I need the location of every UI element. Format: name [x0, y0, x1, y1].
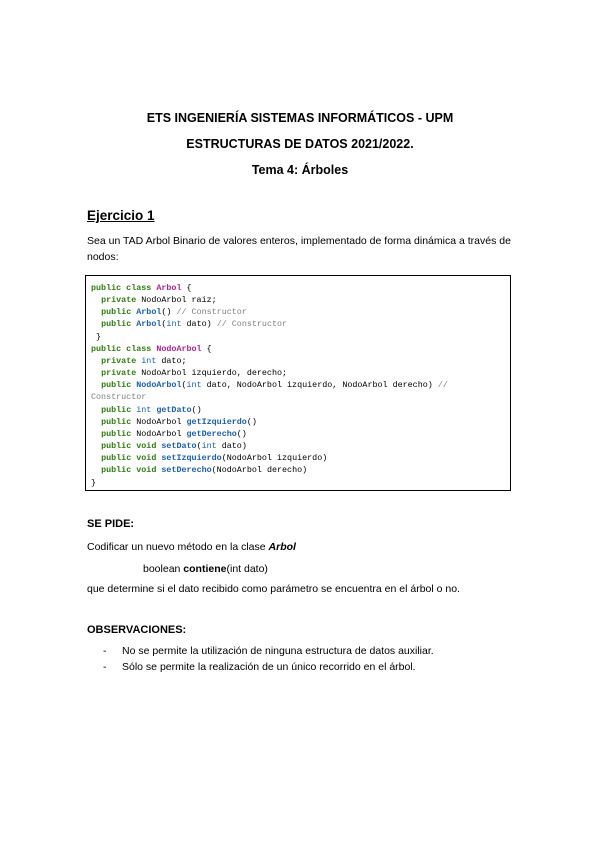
- code-line-13: public NodoArbol getDerecho(): [101, 428, 247, 439]
- exercise-title: Ejercicio 1: [87, 208, 155, 223]
- code-line-12: public NodoArbol getIzquierdo(): [101, 416, 257, 427]
- school-title: ETS INGENIERÍA SISTEMAS INFORMÁTICOS - UPM: [146, 111, 454, 125]
- code-line-16: public void setDerecho(NodoArbol derecho): [101, 465, 308, 476]
- code-line-15: public void setIzquierdo(NodoArbol izquierdo): [101, 453, 328, 464]
- topic-title: Tema 4: Árboles: [251, 163, 349, 177]
- code-line-2: private NodoArbol raiz;: [101, 295, 217, 306]
- code-line-1: public class Arbol {: [91, 283, 192, 293]
- request-heading: SE PIDE:: [87, 518, 135, 530]
- exercise-intro: Sea un TAD Arbol Binario de valores enteros, implementado de forma dinámica a través de nodos:: [87, 235, 511, 263]
- code-line-6: public class NodoArbol {: [91, 343, 212, 354]
- code-block: [85, 275, 511, 491]
- code-line-11: public int getDato(): [101, 404, 202, 415]
- code-line-4: public Arbol(int dato) // Constructor: [101, 319, 288, 330]
- course-title: ESTRUCTURAS DE DATOS 2021/2022.: [186, 137, 414, 151]
- request-line-3: que determine si el dato recibido como parámetro se encuentra en el árbol o no.: [87, 583, 460, 595]
- code-line-5: }: [96, 331, 102, 342]
- observations-heading: OBSERVACIONES:: [87, 624, 187, 636]
- code-line-9: public NodoArbol(int dato, NodoArbol izquierdo, NodoArbol derecho) //: [101, 380, 448, 391]
- code-line-8: private NodoArbol izquierdo, derecho;: [101, 368, 288, 379]
- request-line-1: Codificar un nuevo método en la clase Arbol: [87, 541, 296, 553]
- code-line-17: }: [91, 477, 97, 488]
- method-signature: boolean contiene(int dato): [143, 563, 268, 575]
- code-line-3: public Arbol() // Constructor: [101, 307, 247, 318]
- observation-item: - No se permite la utilización de ninguna estructura de datos auxiliar.: [103, 645, 434, 657]
- code-line-14: public void setDato(int dato): [101, 441, 247, 452]
- observation-item: - Sólo se permite la realización de un único recorrido en el árbol.: [103, 661, 416, 673]
- code-listing: [91, 282, 505, 489]
- code-line-7: private int dato;: [101, 355, 187, 366]
- code-line-10: Constructor: [91, 392, 147, 403]
